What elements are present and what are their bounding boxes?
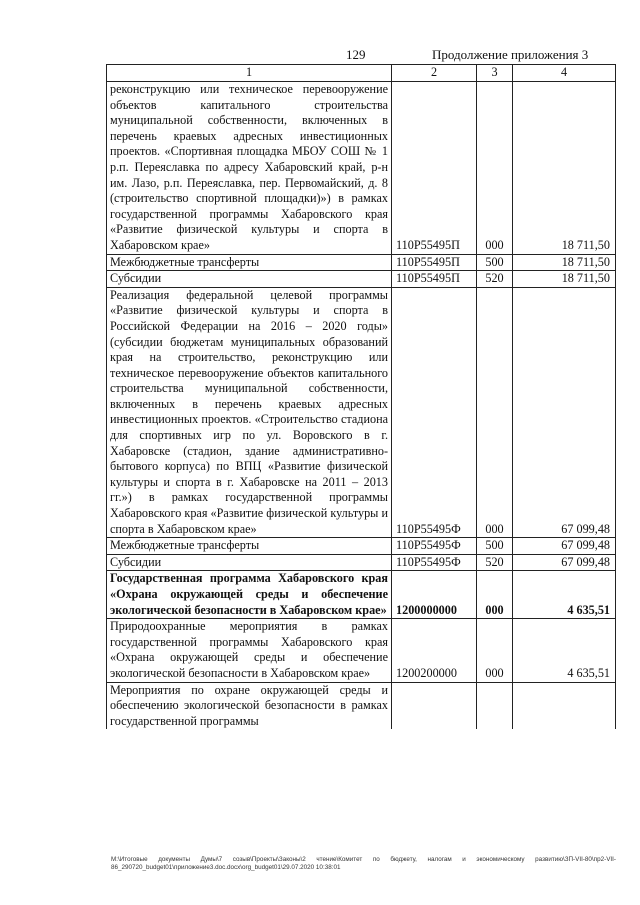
row-code (392, 682, 477, 729)
table-row (107, 287, 616, 538)
table-row (107, 619, 616, 682)
budget-table (106, 64, 616, 729)
table-row (107, 82, 616, 255)
row-type: 000 (477, 82, 513, 255)
row-name: реконструкцию или техническое перевооружение объектов капитального строительства муниципальной собственности, включенных в перечень краевых адресных инвестиционных проектов. «Спортивная площадка МБОУ СОШ № 1 р.п. Переяславка по адресу Хабаровский край, р-н им. Лазо, р.п. Переяславка, пер. Первомайский, д. 8 (строительство спортивной площадки)») в рамках государственной программы Хабаровского края «Развитие физической культуры и спорта в Хабаровском крае» (107, 82, 392, 255)
row-code: 110P55495Ф (392, 538, 477, 555)
row-name: Субсидии (107, 554, 392, 571)
row-type: 520 (477, 271, 513, 288)
row-type: 000 (477, 619, 513, 682)
row-name: Реализация федеральной целевой программы «Развитие физической культуры и спорта в Российской Федерации на 2016 – 2020 годы» (субсидии бюджетам муниципальных образований края на строительство, реконструкцию или техническое перевооружение объектов капитального строительства муниципальной собственности, включенных в перечень краевых адресных инвестиционных проектов. «Строительство стадиона для спортивных игр по ул. Воровского в г. Хабаровске (стадион, здание административно-бытового корпуса) по ВПЦ «Развитие физической культуры и спорта в г. Хабаровске на 2011 – 2013 гг.») в рамках государственной программы Хабаровского края «Развитие физической культуры и спорта в Хабаровском крае» (107, 287, 392, 538)
row-type: 500 (477, 538, 513, 555)
continuation-label: Продолжение приложения 3 (432, 47, 589, 62)
column-header: 1 (107, 65, 392, 82)
row-amount: 18 711,50 (513, 271, 616, 288)
row-amount (513, 682, 616, 729)
column-header: 2 (392, 65, 477, 82)
row-code: 1200200000 (392, 619, 477, 682)
table-row (107, 538, 616, 555)
row-code: 110P55495Ф (392, 287, 477, 538)
table-row (107, 682, 616, 729)
row-amount: 67 099,48 (513, 554, 616, 571)
table-row (107, 554, 616, 571)
row-amount: 4 635,51 (513, 619, 616, 682)
page-number: 129 (346, 47, 366, 62)
row-code: 110P55495П (392, 271, 477, 288)
row-amount: 18 711,50 (513, 254, 616, 271)
file-path-footer: M:\Итоговые документы Думы\7 созыв\Проекты\Законы\2 чтение\Комитет по бюджету, налогам и экономическому развитию\ЗП-VII-80\пр2-VII-86_290720_budget01\приложение3.doc.docx\org_budget01\29.07.2020 10:38:01 (111, 856, 616, 871)
row-type: 000 (477, 571, 513, 619)
table-row (107, 571, 616, 619)
row-name: Межбюджетные трансферты (107, 254, 392, 271)
row-code: 110P55495П (392, 82, 477, 255)
row-code: 110P55495П (392, 254, 477, 271)
table-header-row (107, 65, 616, 82)
row-amount: 67 099,48 (513, 538, 616, 555)
row-code: 1200000000 (392, 571, 477, 619)
row-amount: 67 099,48 (513, 287, 616, 538)
column-header: 4 (513, 65, 616, 82)
row-code: 110P55495Ф (392, 554, 477, 571)
row-name: Государственная программа Хабаровского края «Охрана окружающей среды и обеспечение экологической безопасности в Хабаровском крае» (107, 571, 392, 619)
row-name: Мероприятия по охране окружающей среды и обеспечению экологической безопасности в рамках государственной программы (107, 682, 392, 729)
row-amount: 18 711,50 (513, 82, 616, 255)
table-row (107, 271, 616, 288)
row-name: Субсидии (107, 271, 392, 288)
row-name: Межбюджетные трансферты (107, 538, 392, 555)
column-header: 3 (477, 65, 513, 82)
row-type: 500 (477, 254, 513, 271)
row-name: Природоохранные мероприятия в рамках государственной программы Хабаровского края «Охрана окружающей среды и обеспечение экологической безопасности в Хабаровском крае» (107, 619, 392, 682)
row-amount: 4 635,51 (513, 571, 616, 619)
row-type: 000 (477, 287, 513, 538)
row-type (477, 682, 513, 729)
table-row (107, 254, 616, 271)
row-type: 520 (477, 554, 513, 571)
